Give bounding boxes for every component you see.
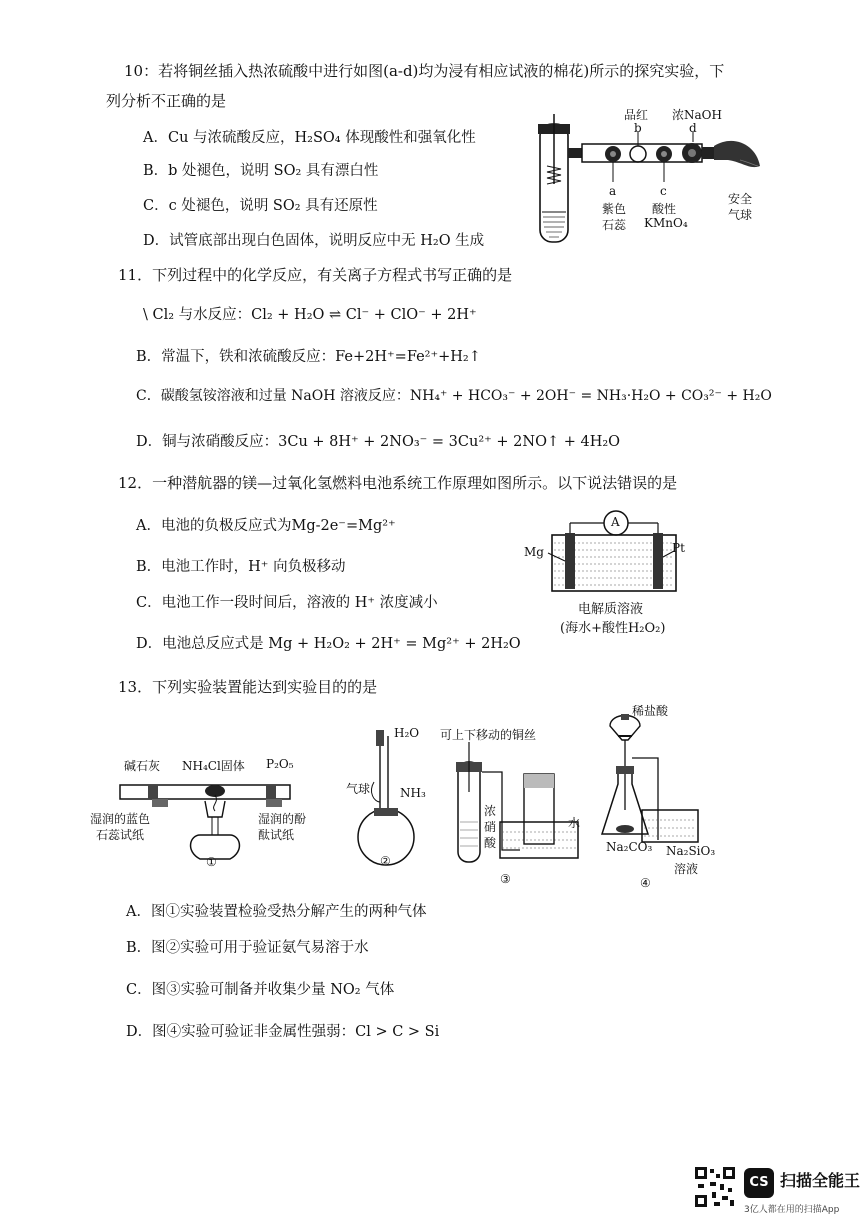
label-na2sio3: Na₂SiO₃ bbox=[666, 844, 716, 858]
caption-seawater: (海水+酸性H₂O₂) bbox=[560, 621, 666, 636]
label-rongye: 溶液 bbox=[674, 862, 699, 876]
fig2-drawing bbox=[346, 722, 441, 877]
q11-option-a: \ Cl₂ 与水反应：Cl₂ + H₂O ⇌ Cl⁻ + ClO⁻ + 2H⁺ bbox=[143, 307, 477, 323]
q13-stem: 13．下列实验装置能达到实验目的的是 bbox=[118, 678, 378, 696]
label-fig4-number: ④ bbox=[640, 876, 651, 890]
label-h2o: H₂O bbox=[394, 726, 420, 740]
q11-option-c: C．碳酸氢铵溶液和过量 NaOH 溶液反应：NH₄⁺ + HCO₃⁻ + 2OH⁻ = NH₃·H₂O + CO₃²⁻ + H₂O bbox=[136, 388, 772, 404]
q13-option-c: C．图③实验可制备并收集少量 NO₂ 气体 bbox=[126, 982, 395, 998]
q12-option-c: C．电池工作一段时间后，溶液的 H⁺ 浓度减小 bbox=[136, 595, 438, 611]
label-jianshihui: 碱石灰 bbox=[124, 759, 161, 773]
q12-option-a: A．电池的负极反应式为Mg-2e⁻=Mg²⁺ bbox=[136, 518, 396, 534]
q12-battery-drawing bbox=[522, 505, 697, 595]
qr-code-icon bbox=[694, 1166, 736, 1208]
label-xiao: 硝 bbox=[484, 820, 497, 834]
label-suan: 酸 bbox=[484, 836, 497, 850]
label-naoh: 浓NaOH bbox=[672, 108, 722, 122]
label-anquan: 安全 bbox=[728, 192, 753, 206]
label-kmno4: KMnO₄ bbox=[644, 216, 688, 230]
label-phenol-1: 湿润的酚 bbox=[258, 812, 307, 826]
q13-figure-3 bbox=[440, 722, 585, 892]
q10-apparatus-figure bbox=[528, 104, 778, 249]
q13-figure-1 bbox=[90, 755, 330, 875]
label-p2o5: P₂O₅ bbox=[266, 757, 294, 771]
label-qiqiu: 气球 bbox=[728, 208, 753, 222]
label-shirui: 石蕊 bbox=[602, 218, 627, 232]
label-dilute-hcl: 稀盐酸 bbox=[632, 704, 669, 718]
fig4-drawing bbox=[596, 700, 736, 890]
label-nh4cl: NH₄Cl固体 bbox=[182, 759, 245, 773]
label-phenol-2: 酞试纸 bbox=[258, 828, 295, 842]
label-c: c bbox=[660, 184, 667, 198]
label-pinhong: 品红 bbox=[624, 108, 649, 122]
q13-option-a: A．图①实验装置检验受热分解产生的两种气体 bbox=[126, 904, 427, 920]
label-copper-wire: 可上下移动的铜丝 bbox=[440, 728, 537, 742]
q12-stem: 12．一种潜航器的镁—过氧化氢燃料电池系统工作原理如图所示。以下说法错误的是 bbox=[118, 474, 678, 492]
label-zise: 紫色 bbox=[602, 202, 627, 216]
label-nh3: NH₃ bbox=[400, 786, 426, 800]
label-na2co3: Na₂CO₃ bbox=[606, 840, 653, 854]
label-mg: Mg bbox=[524, 545, 544, 559]
label-pt: Pt bbox=[672, 541, 685, 555]
q13-figure-4 bbox=[596, 700, 736, 890]
label-ammeter: A bbox=[611, 515, 620, 529]
label-fig1-number: ① bbox=[206, 855, 217, 869]
q11-option-d: D．铜与浓硝酸反应：3Cu + 8H⁺ + 2NO₃⁻ = 3Cu²⁺ + 2NO↑ + 4H₂O bbox=[136, 434, 621, 450]
q10-stem-line1: 10：若将铜丝插入热浓硫酸中进行如图(a-d)均为浸有相应试液的棉花)所示的探究实验，下 bbox=[124, 62, 725, 80]
label-suanxing: 酸性 bbox=[652, 202, 677, 216]
q10-stem-line2: 列分析不正确的是 bbox=[106, 92, 227, 110]
camscanner-tagline: 3亿人都在用的扫描App bbox=[744, 1205, 840, 1215]
fig3-drawing bbox=[440, 722, 585, 892]
label-water: 水 bbox=[568, 816, 581, 830]
camscanner-logo: CS bbox=[744, 1168, 774, 1198]
q11-option-b: B．常温下，铁和浓硫酸反应：Fe+2H⁺=Fe²⁺+H₂↑ bbox=[136, 349, 481, 365]
label-d: d bbox=[689, 121, 697, 135]
q13-option-d: D．图④实验可验证非金属性强弱：Cl > C > Si bbox=[126, 1024, 440, 1040]
q10-option-d: D．试管底部出现白色固体，说明反应中无 H₂O 生成 bbox=[143, 233, 485, 249]
label-b: b bbox=[634, 121, 642, 135]
q10-option-c: C．c 处褪色，说明 SO₂ 具有还原性 bbox=[143, 198, 378, 214]
label-fig3-number: ③ bbox=[500, 872, 511, 886]
label-balloon: 气球 bbox=[346, 782, 371, 796]
q11-stem: 11．下列过程中的化学反应，有关离子方程式书写正确的是 bbox=[118, 266, 513, 284]
label-blue-litmus-1: 湿润的蓝色 bbox=[90, 812, 151, 826]
camscanner-brand: 扫描全能王 bbox=[780, 1171, 861, 1190]
label-fig2-number: ② bbox=[380, 854, 391, 868]
q12-option-d: D．电池总反应式是 Mg + H₂O₂ + 2H⁺ = Mg²⁺ + 2H₂O bbox=[136, 636, 521, 652]
label-a: a bbox=[609, 184, 617, 198]
caption-electrolyte: 电解质溶液 bbox=[578, 602, 644, 617]
q13-option-b: B．图②实验可用于验证氨气易溶于水 bbox=[126, 940, 369, 956]
label-nong: 浓 bbox=[484, 804, 497, 818]
q12-battery-figure bbox=[522, 505, 697, 635]
q10-option-b: B．b 处褪色，说明 SO₂ 具有漂白性 bbox=[143, 163, 379, 179]
q10-option-a: A．Cu 与浓硫酸反应，H₂SO₄ 体现酸性和强氧化性 bbox=[143, 130, 476, 146]
q13-figure-2 bbox=[346, 722, 441, 877]
label-blue-litmus-2: 石蕊试纸 bbox=[96, 828, 145, 842]
q12-option-b: B．电池工作时，H⁺ 向负极移动 bbox=[136, 559, 346, 575]
